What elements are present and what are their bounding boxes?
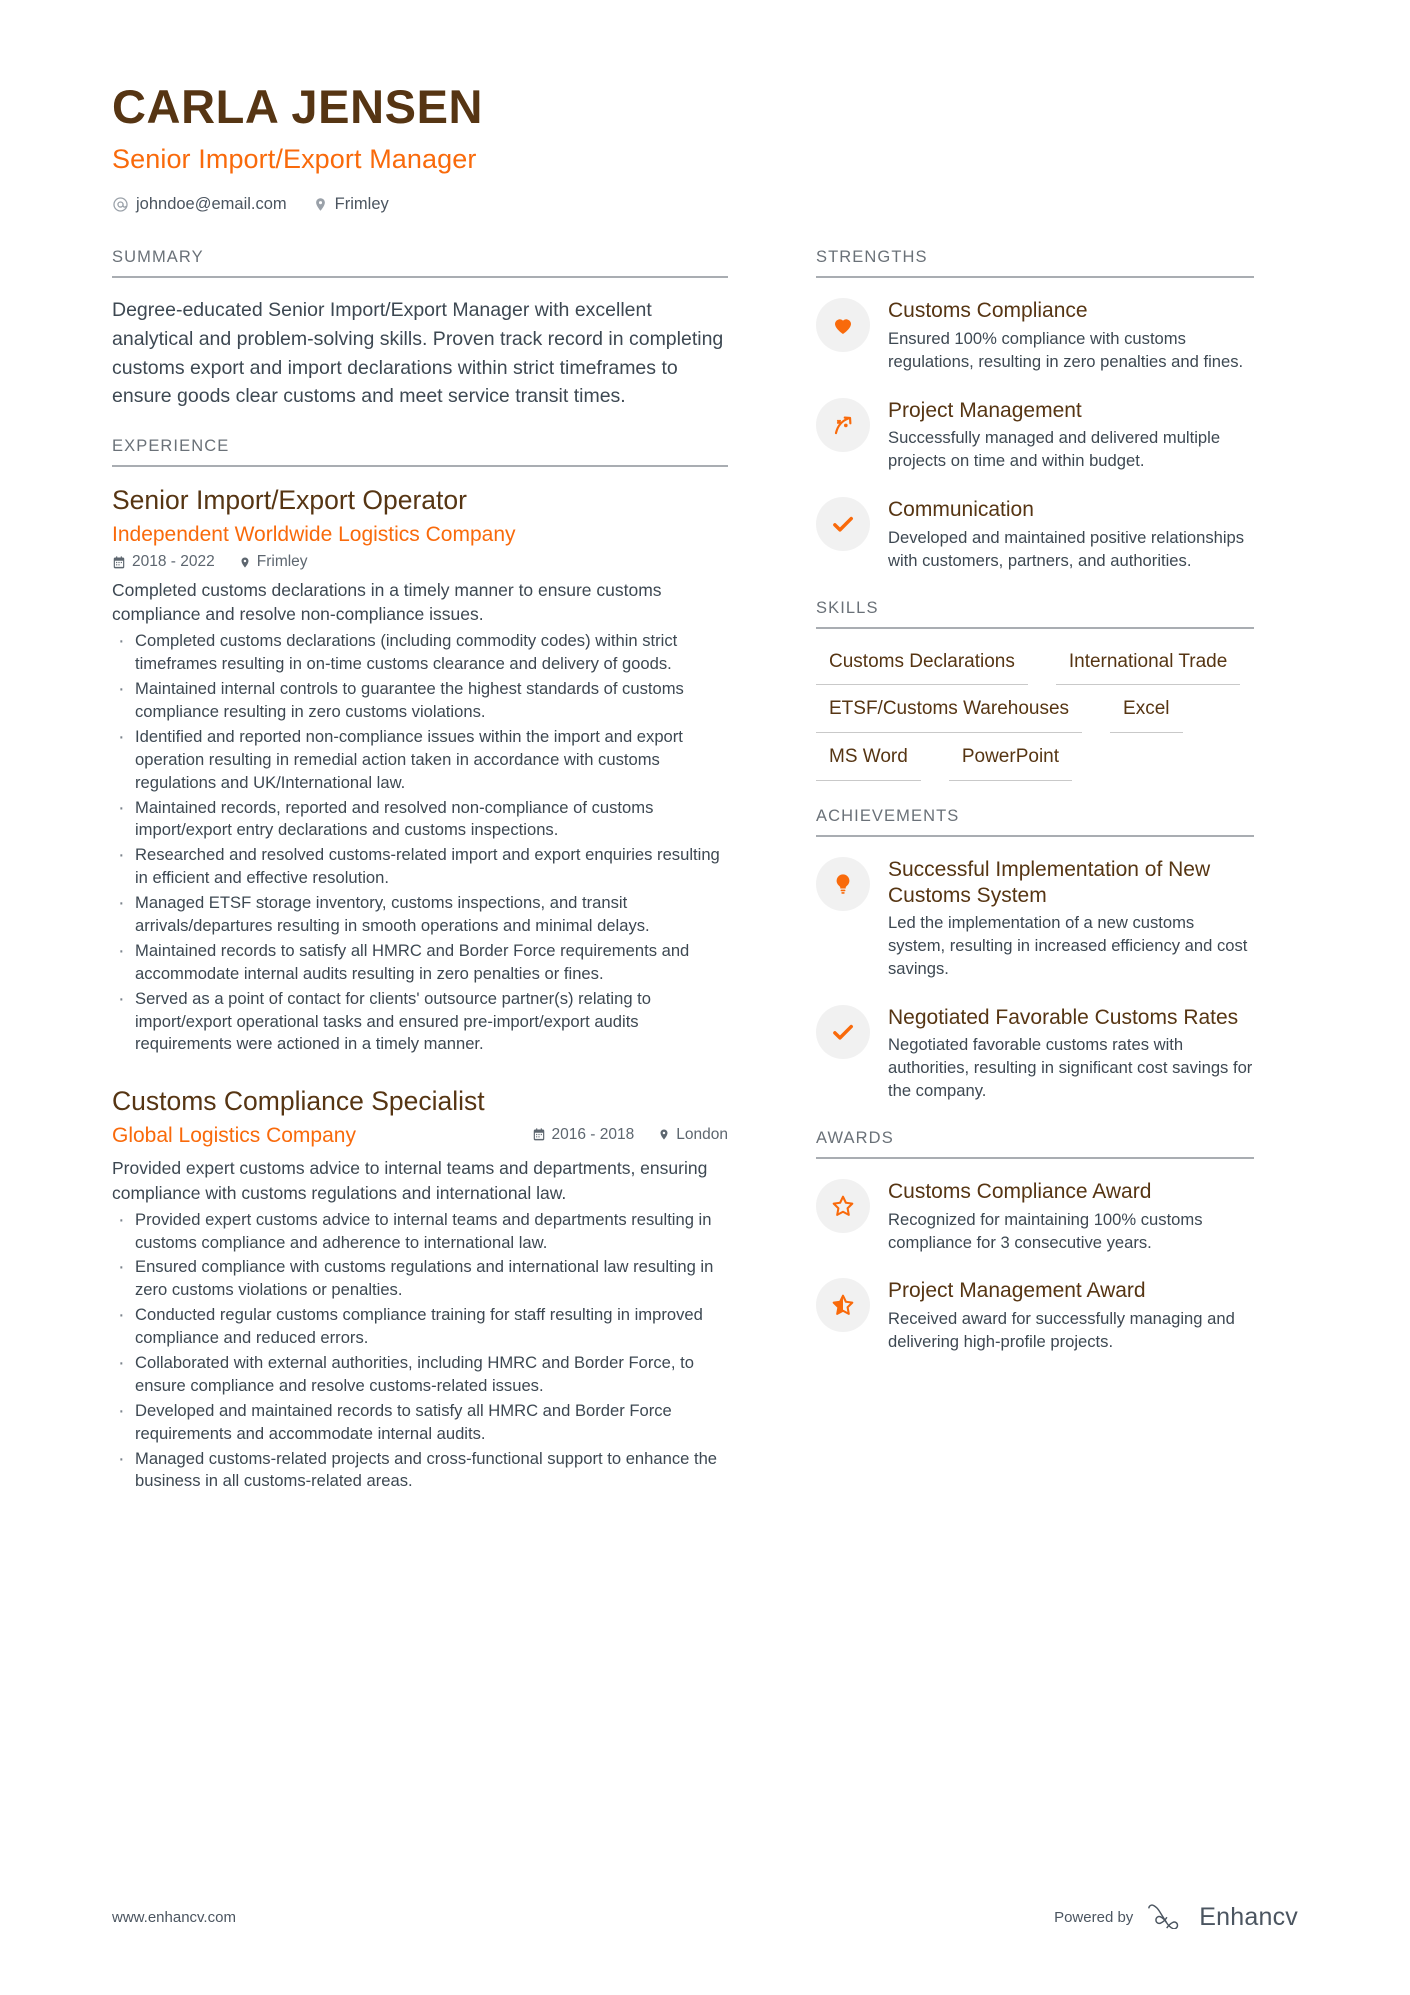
experience-entry (112, 485, 728, 1056)
job-bullet: · Managed customs-related projects and cross-functional support to enhance the business in all customs-related areas. (112, 1448, 728, 1494)
job-description: Completed customs declarations in a timely manner to ensure customs compliance and resolve non-compliance issues. (112, 580, 662, 625)
star-outline-icon (816, 1179, 870, 1233)
job-company-row (112, 1123, 728, 1149)
achievements-section (816, 807, 1254, 1103)
right-column (772, 248, 1254, 1519)
award-body (888, 1276, 1254, 1353)
job-bullet: · Maintained records, reported and resolved non-compliance of customs import/export entry declarations and customs inspections. (112, 797, 728, 843)
skill-tag: International Trade (1056, 647, 1240, 686)
job-dates (112, 553, 215, 571)
achievement-title: Negotiated Favorable Customs Rates (888, 1005, 1239, 1029)
job-company: Independent Worldwide Logistics Company (112, 522, 516, 546)
job-location (239, 553, 308, 571)
email-icon (112, 196, 129, 213)
resume-columns (0, 248, 1410, 1519)
job-bullet: · Served as a point of contact for clients' outsource partner(s) relating to import/export operational tasks and ensured pre-import/export audits requirements were actioned in a timely manner. (112, 988, 728, 1057)
contact-row (112, 195, 1410, 214)
page-footer (112, 1902, 1298, 1933)
strengths-section (816, 248, 1254, 572)
job-dates (532, 1126, 635, 1144)
job-company: Global Logistics Company (112, 1124, 356, 1148)
achievement-body (888, 1003, 1254, 1103)
location-pin-icon (313, 196, 328, 213)
skill-tag: Customs Declarations (816, 647, 1028, 686)
strength-item (816, 396, 1254, 473)
achievement-text: Negotiated favorable customs rates with authorities, resulting in significant cost savings for the company. (888, 1035, 1253, 1101)
job-location-text: Frimley (256, 553, 308, 571)
achievement-item (816, 855, 1254, 981)
job-bullet: · Maintained records to satisfy all HMRC and Border Force requirements and accommodate internal audits resulting in zero penalties or fines. (112, 940, 728, 986)
experience-entry (112, 1086, 728, 1493)
contact-email-text: johndoe@email.com (136, 195, 287, 214)
awards-section (816, 1129, 1254, 1354)
location-pin-icon (658, 1127, 670, 1142)
summary-section (112, 248, 728, 411)
strength-body (888, 495, 1254, 572)
job-bullet: · Identified and reported non-compliance issues within the import and export operation resulting in remedial action taken in accordance with customs regulations and UK/International law. (112, 726, 728, 795)
job-dates-text: 2016 - 2018 (551, 1125, 635, 1143)
check-icon (816, 497, 870, 551)
award-title: Customs Compliance Award (888, 1180, 1152, 1204)
summary-text: Degree-educated Senior Import/Export Manager with excellent analytical and problem-solving skills. Proven track record in completing customs export and import declarations within strict timeframes to ensure goods clear customs and meet service transit times. (112, 299, 724, 408)
section-spacer (112, 1060, 728, 1086)
job-bullet: · Ensured compliance with customs regulations and international law resulting in zero customs violations or penalties. (112, 1256, 728, 1302)
strength-text: Developed and maintained positive relationships with customers, partners, and authorities. (888, 527, 1245, 570)
skills-heading: SKILLS (816, 599, 1254, 629)
strength-text: Successfully managed and delivered multiple projects on time and within budget. (888, 428, 1221, 471)
job-bullet: · Completed customs declarations (including commodity codes) within strict timeframes resulting in on-time customs clearance and delivery of goods. (112, 630, 728, 676)
job-location-text: London (676, 1125, 728, 1143)
achievements-heading: ACHIEVEMENTS (816, 807, 1254, 837)
job-meta (112, 553, 728, 571)
resume-header (0, 0, 1410, 214)
award-body (888, 1177, 1254, 1254)
strength-body (888, 396, 1254, 473)
award-text: Received award for successfully managing and delivering high-profile projects. (888, 1309, 1235, 1351)
summary-heading: SUMMARY (112, 248, 728, 278)
strength-body (888, 296, 1254, 373)
candidate-name: CARLA JENSEN (112, 80, 484, 133)
job-bullets (112, 1209, 728, 1494)
strengths-heading: STRENGTHS (816, 248, 1254, 278)
strength-item (816, 495, 1254, 572)
calendar-icon (532, 1127, 546, 1142)
check-icon (816, 1005, 870, 1059)
heart-icon (816, 298, 870, 352)
award-text: Recognized for maintaining 100% customs compliance for 3 consecutive years. (888, 1209, 1203, 1252)
award-title: Project Management Award (888, 1279, 1146, 1303)
strength-title: Customs Compliance (888, 299, 1088, 323)
contact-email (112, 195, 287, 214)
achievement-item (816, 1003, 1254, 1103)
skill-tag: PowerPoint (949, 742, 1072, 781)
job-bullet: · Researched and resolved customs-related import and export enquiries resulting in efficient and effective resolution. (112, 844, 728, 890)
skill-tag: Excel (1110, 694, 1182, 733)
strength-title: Project Management (888, 398, 1082, 422)
job-dates-text: 2018 - 2022 (132, 553, 215, 571)
experience-heading: EXPERIENCE (112, 437, 728, 467)
awards-heading: AWARDS (816, 1129, 1254, 1159)
job-bullet: · Maintained internal controls to guarantee the highest standards of customs compliance resulting in zero customs violations. (112, 678, 728, 724)
strength-text: Ensured 100% compliance with customs regulations, resulting in zero penalties and fines. (888, 328, 1244, 371)
achievement-body (888, 855, 1254, 981)
contact-location-text: Frimley (334, 195, 389, 214)
job-bullet: · Developed and maintained records to satisfy all HMRC and Border Force requirements and accommodate internal audits. (112, 1400, 728, 1446)
job-location (658, 1126, 728, 1144)
powered-by-block (1054, 1902, 1298, 1933)
job-bullet: · Conducted regular customs compliance training for staff resulting in improved compliance and reduced errors. (112, 1304, 728, 1350)
enhancv-brand-name: Enhancv (1199, 1903, 1298, 1931)
job-bullets (112, 630, 728, 1056)
experience-section (112, 437, 728, 1493)
job-meta (532, 1126, 728, 1144)
enhancv-logo-icon (1146, 1902, 1188, 1933)
achievement-title: Successful Implementation of New Customs System (888, 857, 1211, 907)
strength-item (816, 296, 1254, 373)
job-bullet: · Provided expert customs advice to internal teams and departments resulting in customs compliance and adherence to international law. (112, 1209, 728, 1255)
job-bullet: · Managed ETSF storage inventory, customs inspections, and transit arrivals/departures resulting in smooth operations and minimal delays. (112, 892, 728, 938)
enhancv-brand (1146, 1902, 1298, 1933)
job-description: Provided expert customs advice to internal teams and departments, ensuring compliance with customs regulations and international law. (112, 1158, 708, 1203)
job-title: Senior Import/Export Operator (112, 484, 467, 515)
powered-by-label: Powered by (1054, 1909, 1134, 1926)
contact-location (313, 195, 389, 214)
award-item (816, 1177, 1254, 1254)
strength-title: Communication (888, 498, 1034, 522)
strategy-arrow-icon (816, 398, 870, 452)
calendar-icon (112, 555, 126, 570)
achievement-text: Led the implementation of a new customs system, resulting in increased efficiency and cost savings. (888, 913, 1248, 978)
job-title: Customs Compliance Specialist (112, 1086, 485, 1117)
skills-list (816, 647, 1254, 781)
candidate-job-title: Senior Import/Export Manager (112, 144, 477, 175)
skills-section (816, 599, 1254, 781)
star-half-icon (816, 1278, 870, 1332)
award-item (816, 1276, 1254, 1353)
job-bullet: · Collaborated with external authorities, including HMRC and Border Force, to ensure compliance and resolve customs-related issues. (112, 1352, 728, 1398)
location-pin-icon (239, 555, 251, 570)
footer-website[interactable]: www.enhancv.com (112, 1909, 236, 1926)
lightbulb-icon (816, 857, 870, 911)
left-column (112, 248, 772, 1519)
skill-tag: MS Word (816, 742, 921, 781)
skill-tag: ETSF/Customs Warehouses (816, 694, 1082, 733)
